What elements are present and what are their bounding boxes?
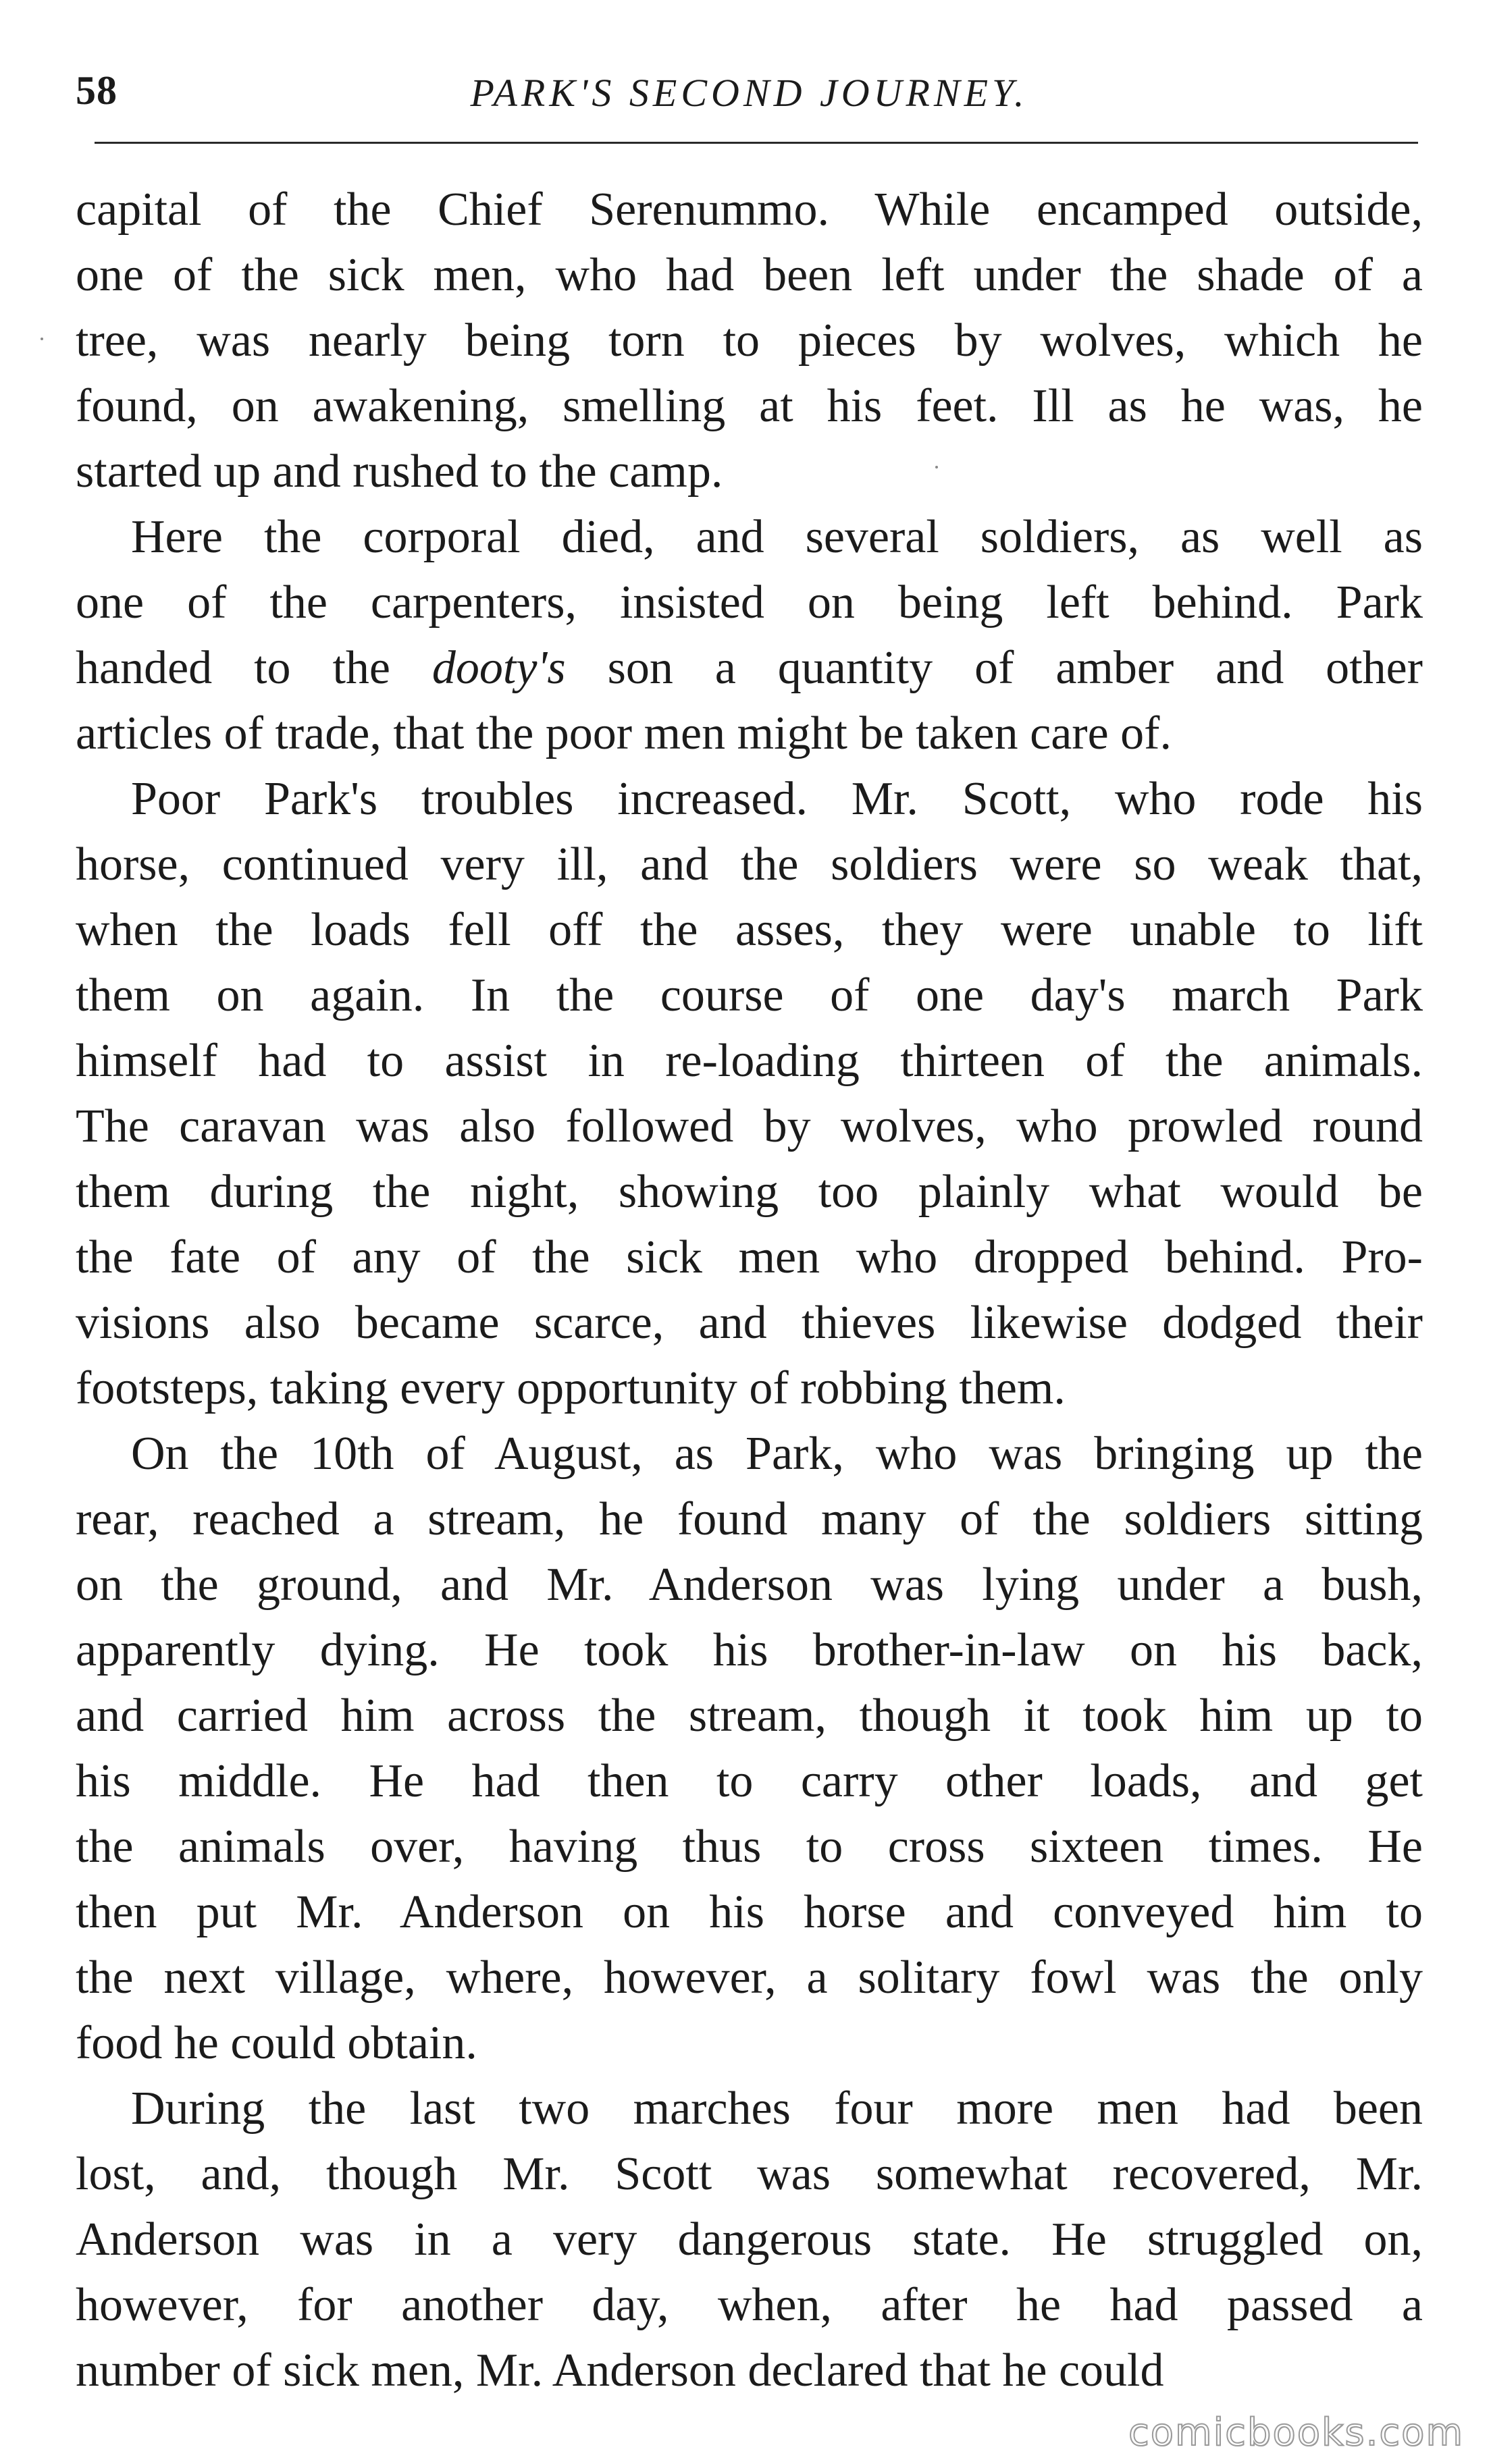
text-line: food he could obtain. <box>76 2017 477 2069</box>
text-line: tree, was nearly being torn to pieces by wolves, which he <box>76 315 1423 367</box>
margin-speck <box>935 466 938 468</box>
text-line: capital of the Chief Serenummo. While encamped outside, <box>76 184 1423 236</box>
text-line: Anderson was in a very dangerous state. He struggled on, <box>76 2214 1423 2266</box>
watermark: comicbooks.com <box>1128 2411 1464 2455</box>
text-line: articles of trade, that the poor men might be taken care of. <box>76 707 1172 759</box>
text-line: found, on awakening, smelling at his feet. Ill as he was, he <box>76 380 1423 432</box>
text-line: apparently dying. He took his brother-in-law on his back, <box>76 1624 1423 1676</box>
text-line: rear, reached a stream, he found many of the soldiers sitting <box>76 1493 1423 1545</box>
text-line: number of sick men, Mr. Anderson declared that he could <box>76 2345 1164 2396</box>
text-line: footsteps, taking every opportunity of robbing them. <box>76 1362 1066 1414</box>
text-line: lost, and, though Mr. Scott was somewhat recovered, Mr. <box>76 2148 1423 2200</box>
text-line: Here the corporal died, and several soldiers, as well as <box>131 511 1423 563</box>
text-line: horse, continued very ill, and the soldiers were so weak that, <box>76 838 1423 890</box>
text-line: During the last two marches four more men had been <box>131 2083 1423 2135</box>
text-line: and carried him across the stream, though it took him up to <box>76 1690 1423 1742</box>
text-line: The caravan was also followed by wolves, who prowled round <box>76 1100 1423 1152</box>
text-line: on the ground, and Mr. Anderson was lying under a bush, <box>76 1559 1423 1611</box>
text-line: On the 10th of August, as Park, who was bringing up the <box>131 1428 1423 1480</box>
text-line: his middle. He had then to carry other loads, and get <box>76 1755 1423 1807</box>
page-number: 58 <box>76 68 117 113</box>
text-line: visions also became scarce, and thieves likewise dodged their <box>76 1297 1423 1349</box>
text-line: the fate of any of the sick men who dropped behind. Pro- <box>76 1231 1423 1283</box>
text-line: then put Mr. Anderson on his horse and conveyed him to <box>76 1886 1423 1938</box>
body-text <box>76 177 1423 2403</box>
text-line: started up and rushed to the camp. <box>76 446 723 498</box>
text-line: himself had to assist in re-loading thirteen of the animals. <box>76 1035 1423 1087</box>
text-line: Poor Park's troubles increased. Mr. Scott, who rode his <box>131 773 1423 825</box>
italic-term: dooty's <box>431 642 566 694</box>
text-line: handed to the dooty's son a quantity of amber and other <box>76 642 1423 694</box>
text-line: however, for another day, when, after he had passed a <box>76 2279 1423 2331</box>
header-rule <box>95 142 1418 144</box>
text-line: one of the carpenters, insisted on being left behind. Park <box>76 577 1423 628</box>
text-line: one of the sick men, who had been left under the shade of a <box>76 249 1423 301</box>
margin-speck <box>41 338 43 340</box>
text-line: when the loads fell off the asses, they were unable to lift <box>76 904 1423 956</box>
text-line: them on again. In the course of one day's march Park <box>76 969 1423 1021</box>
text-line: the next village, where, however, a solitary fowl was the only <box>76 1952 1423 2004</box>
running-head: PARK'S SECOND JOURNEY. <box>470 71 1028 115</box>
page-header <box>76 68 1423 142</box>
text-line: the animals over, having thus to cross sixteen times. He <box>76 1821 1423 1873</box>
text-line: them during the night, showing too plainly what would be <box>76 1166 1423 1218</box>
